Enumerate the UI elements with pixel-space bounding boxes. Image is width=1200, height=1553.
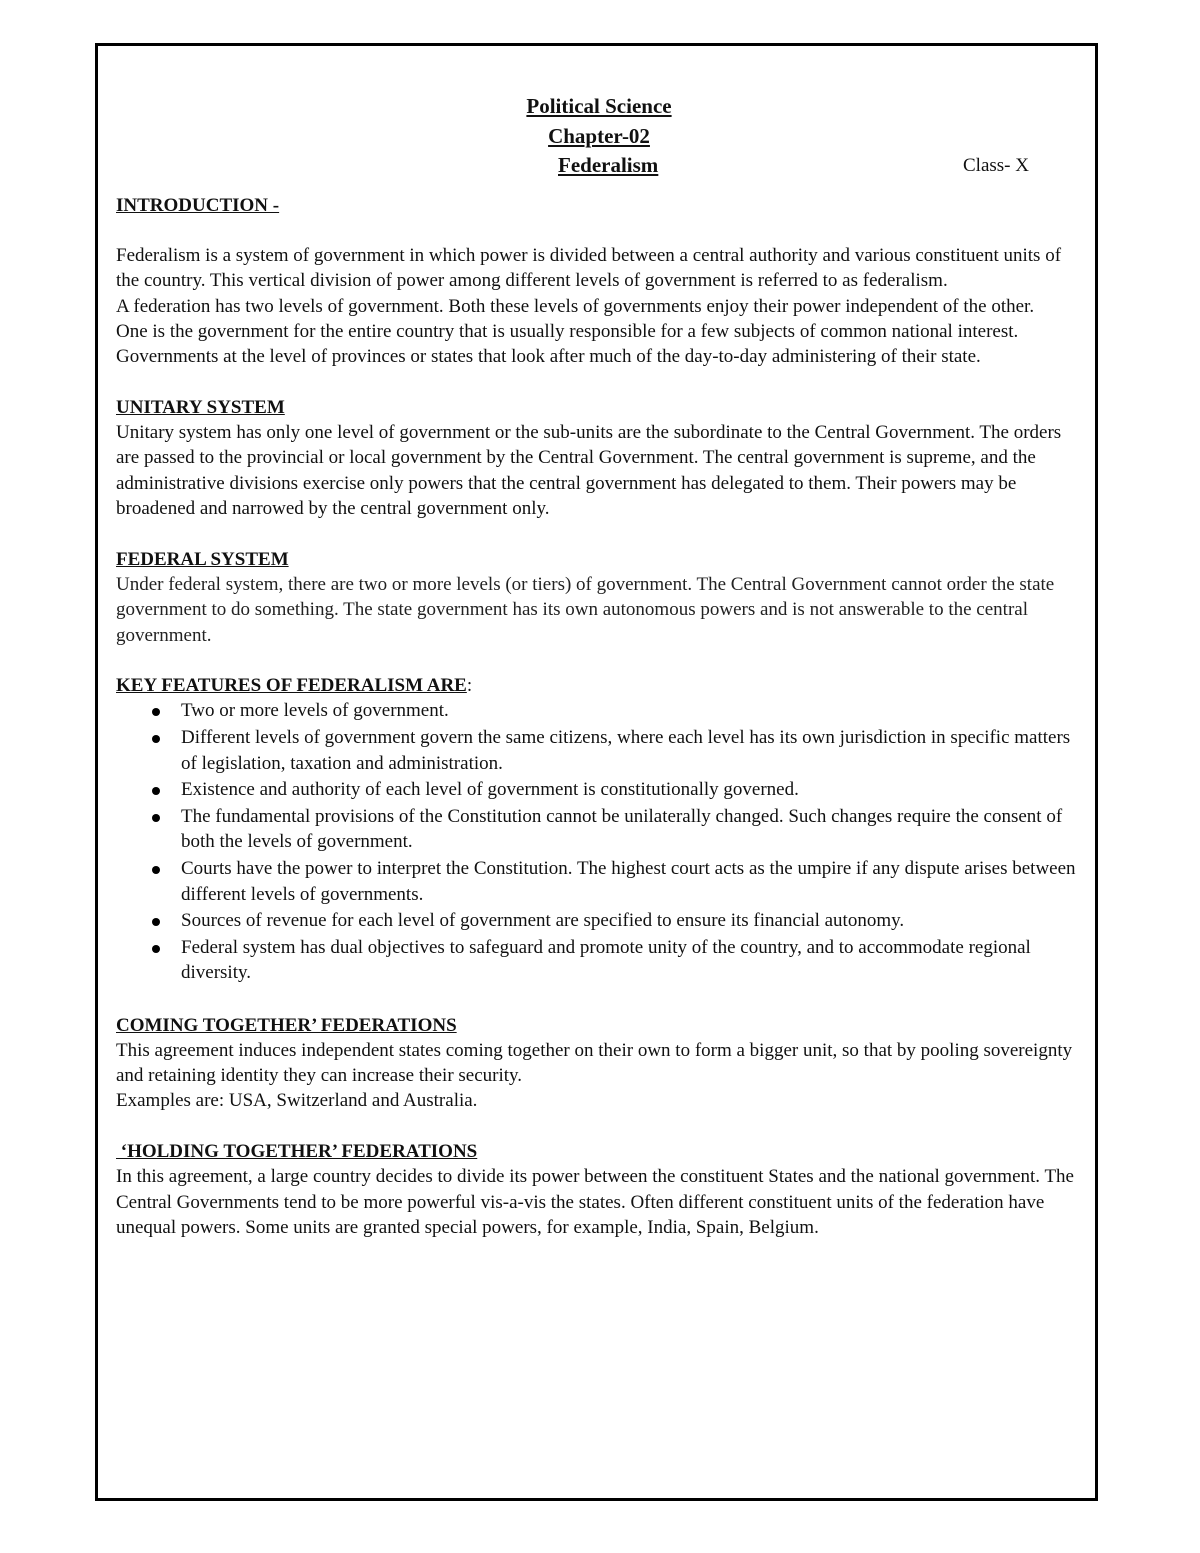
bullet-icon	[152, 735, 160, 743]
list-item: Sources of revenue for each level of government are specified to ensure its financial autonomy.	[116, 908, 1082, 933]
introduction-paragraph: Governments at the level of provinces or states that look after much of the day-to-day administering of their state.	[116, 346, 981, 368]
document-body	[116, 92, 1082, 1240]
coming-together-examples: Examples are: USA, Switzerland and Australia.	[116, 1090, 478, 1112]
holding-together-heading: ‘HOLDING TOGETHER’ FEDERATIONS	[116, 1140, 478, 1162]
list-item: Different levels of government govern the same citizens, where each level has its own jurisdiction in specific matters of legislation, taxation and administration.	[116, 725, 1082, 776]
unitary-system-heading: UNITARY SYSTEM	[116, 396, 285, 418]
federal-system-heading: FEDERAL SYSTEM	[116, 548, 289, 570]
introduction-paragraph: A federation has two levels of government. Both these levels of governments enjoy their power independent of the other.	[116, 295, 1035, 317]
bullet-icon	[152, 787, 160, 795]
subject-title: Political Science	[526, 94, 672, 118]
coming-together-heading: COMING TOGETHER’ FEDERATIONS	[116, 1014, 457, 1036]
key-features-heading-row	[116, 673, 1082, 698]
coming-together-text: This agreement induces independent states coming together on their own to form a bigger unit, so that by pooling sovereignty and retaining identity they can increase their security.	[116, 1039, 1073, 1087]
introduction-heading: INTRODUCTION -	[116, 194, 280, 216]
list-item: The fundamental provisions of the Constitution cannot be unilaterally changed. Such changes require the consent of both the levels of government.	[116, 804, 1082, 855]
bullet-icon	[152, 708, 160, 716]
bullet-icon	[152, 866, 160, 874]
federal-system-text: Under federal system, there are two or more levels (or tiers) of government. The Central Government cannot order the state government to do something. The state government has its own autonomous powers and is not answerable to the central government.	[116, 573, 1055, 646]
list-item: Two or more levels of government.	[116, 698, 1082, 723]
list-item: Courts have the power to interpret the Constitution. The highest court acts as the umpire if any dispute arises between different levels of governments.	[116, 856, 1082, 907]
chapter-title: Federalism	[558, 153, 659, 177]
key-features-heading: KEY FEATURES OF FEDERALISM ARE	[116, 675, 467, 697]
key-features-colon: :	[466, 675, 473, 697]
list-item: Existence and authority of each level of government is constitutionally governed.	[116, 777, 1082, 802]
introduction-paragraph: One is the government for the entire country that is usually responsible for a few subjects of common national interest.	[116, 320, 1019, 342]
list-item: Federal system has dual objectives to safeguard and promote unity of the country, and to accommodate regional diversity.	[116, 935, 1082, 986]
introduction-paragraph: Federalism is a system of government in which power is divided between a central authority and various constituent units of the country. This vertical division of power among different levels of government is referred to as federalism.	[116, 245, 1062, 292]
key-features-list	[116, 698, 1082, 985]
bullet-icon	[152, 945, 160, 953]
title-row	[116, 151, 1082, 181]
holding-together-text: In this agreement, a large country decides to divide its power between the constituent States and the national government. The Central Governments tend to be more powerful vis-a-vis the states. Often different constituent units of the federation have unequal powers. Some units are granted special powers, for example, India, Spain, Belgium.	[116, 1166, 1074, 1238]
chapter-number: Chapter-02	[548, 123, 650, 148]
bullet-icon	[152, 918, 160, 926]
unitary-system-text: Unitary system has only one level of government or the sub-units are the subordinate to the Central Government. The orders are passed to the provincial or local government by the Central Government. The central government is supreme, and the administrative divisions exercise only powers that the central government has delegated to them. Their powers may be broadened and narrowed by the central government only.	[116, 422, 1062, 520]
bullet-icon	[152, 814, 160, 822]
class-label: Class- X	[963, 155, 1029, 176]
